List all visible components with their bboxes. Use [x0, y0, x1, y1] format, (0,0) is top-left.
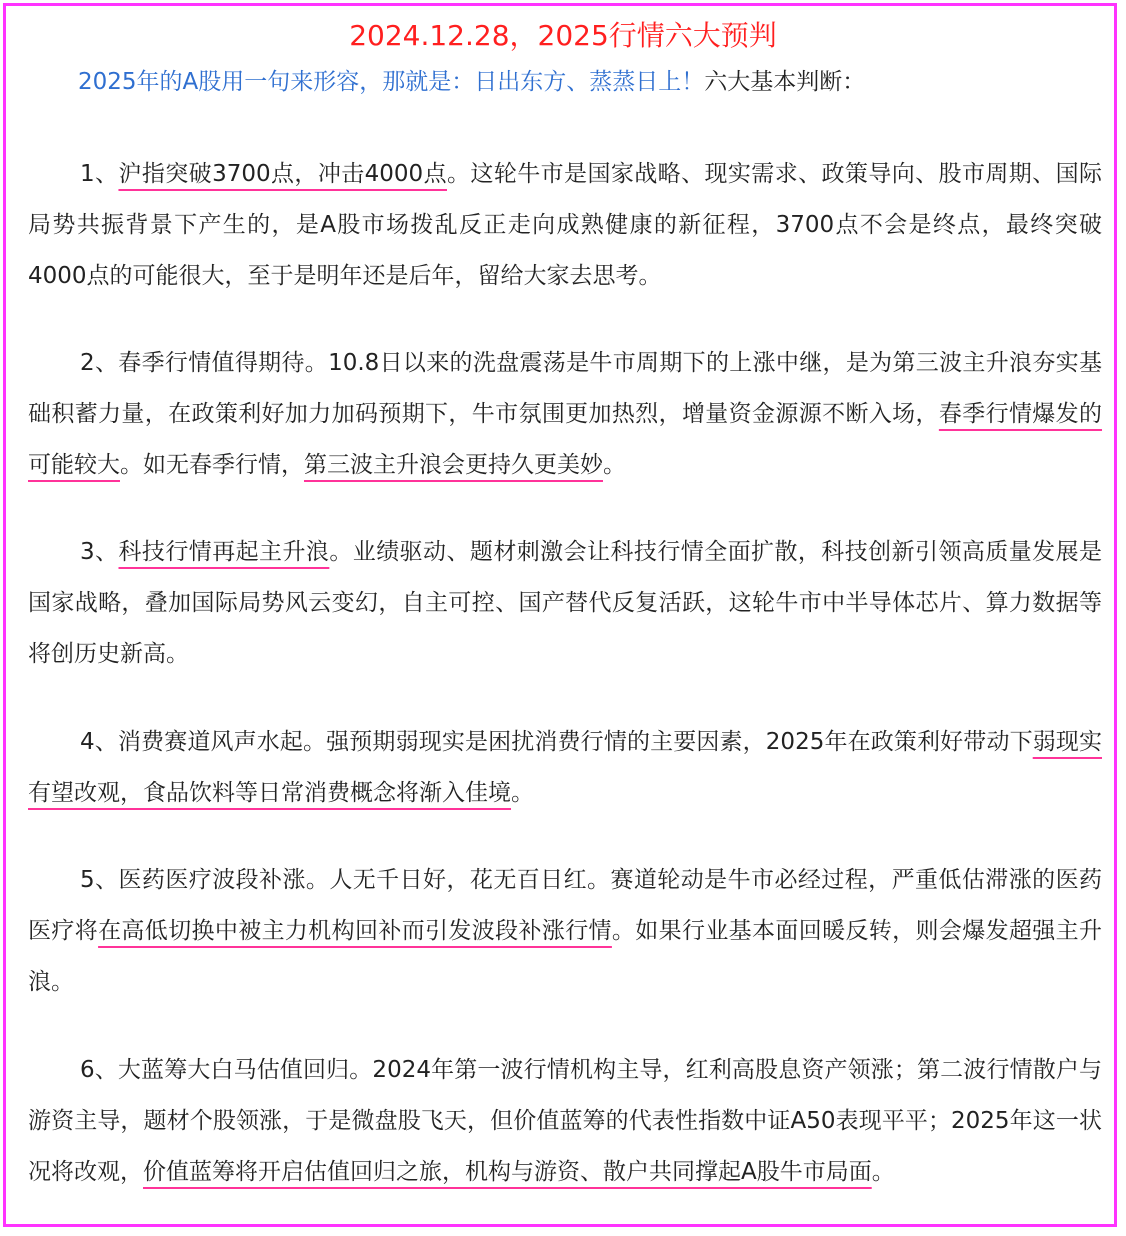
- prediction-item-6: [28, 1045, 1102, 1198]
- intro-lead: 六大基本判断：: [704, 69, 866, 95]
- prediction-item-2: [28, 338, 1102, 491]
- body-text: 3、: [80, 539, 119, 565]
- highlighted-text: 沪指突破3700点，冲击4000点: [118, 161, 447, 187]
- body-text: 。: [871, 1159, 895, 1185]
- prediction-item-5: [28, 855, 1102, 1008]
- body-text: 6、大蓝筹大白马估值回归。2024年第一波行情机构主导，红利高股息资产领涨；第二波行情散户与游资主导，题材个股领涨，于是微盘股飞天，但价值蓝筹的代表性指数中证A50表现平平；2025年这一状况将改观，: [28, 1057, 1102, 1185]
- article-frame: [3, 3, 1117, 1227]
- prediction-item-1: [28, 149, 1102, 302]
- body-text: 。如果行业基本面回暖反转，则会爆发超强主升浪。: [28, 918, 1103, 995]
- body-text: 。: [603, 452, 626, 478]
- body-text: 。业绩驱动、题材刺激会让科技行情全面扩散，科技创新引领高质量发展是国家战略，叠加国际局势风云变幻，自主可控、国产替代反复活跃，这轮牛市中半导体芯片、算力数据等将创历史新高。: [28, 539, 1103, 667]
- body-text: 。如无春季行情，: [120, 452, 304, 478]
- intro-line: [78, 64, 865, 100]
- body-text: 2、春季行情值得期待。10.8日以来的洗盘震荡是牛市周期下的上涨中继，是为第三波主升浪夯实基础积蓄力量，在政策利好加力加码预期下，牛市氛围更加热烈，增量资金源源不断入场，: [28, 350, 1102, 427]
- highlighted-text: 在高低切换中被主力机构回补而引发波段补涨行情: [98, 918, 612, 944]
- intro-slogan: 2025年的A股用一句来形容，那就是：日出东方、蒸蒸日上！: [78, 69, 705, 95]
- body-text: 。这轮牛市是国家战略、现实需求、政策导向、股市周期、国际局势共振背景下产生的，是A股市场拨乱反正走向成熟健康的新征程，3700点不会是终点，最终突破4000点的可能很大，至于是明年还是后年，留给大家去思考。: [28, 161, 1102, 289]
- highlighted-text: 科技行情再起主升浪: [118, 539, 330, 565]
- body-text: 1、: [80, 161, 119, 187]
- highlighted-text: 春季行情爆发的可能较大: [28, 401, 1103, 478]
- article-title: 2024.12.28，2025行情六大预判: [349, 19, 777, 52]
- prediction-item-4: [28, 717, 1102, 819]
- body-text: 5、医药医疗波段补涨。人无千日好，花无百日红。赛道轮动是牛市必经过程，严重低估滞涨的医药医疗将: [28, 867, 1102, 944]
- prediction-item-3: [28, 527, 1102, 680]
- body-text: 4、消费赛道风声水起。强预期弱现实是困扰消费行情的主要因素，2025年在政策利好带动下: [80, 729, 1033, 755]
- highlighted-text: 第三波主升浪会更持久更美妙: [304, 452, 603, 478]
- body-text: 。: [511, 780, 534, 806]
- highlighted-text: 弱现实有望改观，食品饮料等日常消费概念将渐入佳境: [28, 729, 1102, 806]
- highlighted-text: 价值蓝筹将开启估值回归之旅，机构与游资、散户共同撑起A股牛市局面: [143, 1159, 872, 1185]
